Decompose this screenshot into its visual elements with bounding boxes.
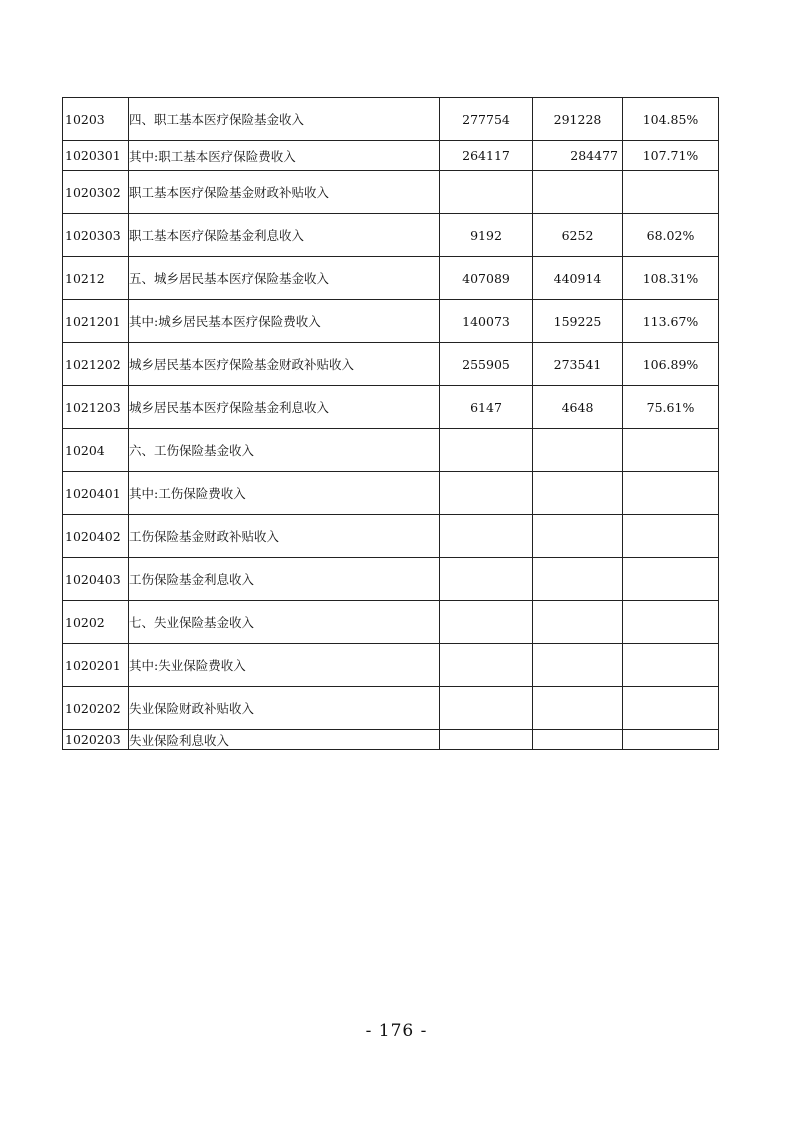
row-percent (623, 429, 719, 472)
row-code: 1021203 (63, 386, 129, 429)
row-code: 1021202 (63, 343, 129, 386)
row-percent (623, 171, 719, 214)
row-name: 职工基本医疗保险基金利息收入 (129, 214, 440, 257)
row-value-2 (533, 687, 623, 730)
page-number: - 176 - (365, 1021, 428, 1041)
row-value-2 (533, 429, 623, 472)
row-code: 10212 (63, 257, 129, 300)
row-value-2 (533, 558, 623, 601)
row-value-1 (440, 515, 533, 558)
row-name: 其中:工伤保险费收入 (129, 472, 440, 515)
row-value-1: 264117 (440, 141, 533, 171)
row-code: 10203 (63, 98, 129, 141)
table-row (63, 300, 719, 343)
row-name: 工伤保险基金利息收入 (129, 558, 440, 601)
row-code: 1020402 (63, 515, 129, 558)
row-value-2 (533, 601, 623, 644)
table-row (63, 558, 719, 601)
row-name: 失业保险财政补贴收入 (129, 687, 440, 730)
row-name: 七、失业保险基金收入 (129, 601, 440, 644)
row-code: 1020301 (63, 141, 129, 171)
row-name: 其中:职工基本医疗保险费收入 (129, 141, 440, 171)
row-value-2 (533, 515, 623, 558)
row-value-1: 255905 (440, 343, 533, 386)
row-name: 其中:城乡居民基本医疗保险费收入 (129, 300, 440, 343)
table-row (63, 386, 719, 429)
row-name: 六、工伤保险基金收入 (129, 429, 440, 472)
row-value-2: 4648 (533, 386, 623, 429)
row-code: 1020303 (63, 214, 129, 257)
table-row (63, 601, 719, 644)
row-code: 1021201 (63, 300, 129, 343)
row-name: 工伤保险基金财政补贴收入 (129, 515, 440, 558)
row-value-2 (533, 472, 623, 515)
row-code: 1020201 (63, 644, 129, 687)
row-percent: 104.85% (623, 98, 719, 141)
row-value-1: 9192 (440, 214, 533, 257)
row-percent (623, 601, 719, 644)
row-name: 职工基本医疗保险基金财政补贴收入 (129, 171, 440, 214)
row-percent (623, 644, 719, 687)
row-percent: 106.89% (623, 343, 719, 386)
row-value-1 (440, 730, 533, 750)
row-name: 失业保险利息收入 (129, 730, 440, 750)
row-value-1: 277754 (440, 98, 533, 141)
row-value-2: 6252 (533, 214, 623, 257)
table-row (63, 141, 719, 171)
row-value-2 (533, 171, 623, 214)
row-name: 四、职工基本医疗保险基金收入 (129, 98, 440, 141)
table-row (63, 98, 719, 141)
row-code: 1020302 (63, 171, 129, 214)
row-code: 10204 (63, 429, 129, 472)
table-row (63, 214, 719, 257)
row-value-1: 140073 (440, 300, 533, 343)
row-value-1 (440, 429, 533, 472)
table-row (63, 687, 719, 730)
row-value-2: 159225 (533, 300, 623, 343)
table-row (63, 644, 719, 687)
row-value-1 (440, 687, 533, 730)
row-percent: 68.02% (623, 214, 719, 257)
row-percent (623, 515, 719, 558)
row-value-2: 291228 (533, 98, 623, 141)
row-value-2: 273541 (533, 343, 623, 386)
row-percent (623, 558, 719, 601)
row-percent (623, 472, 719, 515)
table-row (63, 472, 719, 515)
row-value-2: 440914 (533, 257, 623, 300)
row-name: 城乡居民基本医疗保险基金利息收入 (129, 386, 440, 429)
row-code: 1020403 (63, 558, 129, 601)
row-name: 其中:失业保险费收入 (129, 644, 440, 687)
row-percent (623, 730, 719, 750)
row-percent: 75.61% (623, 386, 719, 429)
row-code: 1020401 (63, 472, 129, 515)
row-value-2 (533, 644, 623, 687)
row-value-1 (440, 558, 533, 601)
row-percent: 113.67% (623, 300, 719, 343)
row-code: 10202 (63, 601, 129, 644)
row-value-1 (440, 472, 533, 515)
row-value-1 (440, 601, 533, 644)
table-row (63, 171, 719, 214)
table-row (63, 429, 719, 472)
table-row (63, 257, 719, 300)
row-value-1: 407089 (440, 257, 533, 300)
table-row (63, 515, 719, 558)
row-value-1 (440, 171, 533, 214)
fund-income-table (62, 97, 719, 750)
row-value-1: 6147 (440, 386, 533, 429)
row-percent: 108.31% (623, 257, 719, 300)
row-code: 1020202 (63, 687, 129, 730)
row-name: 城乡居民基本医疗保险基金财政补贴收入 (129, 343, 440, 386)
row-value-2: 284477 (533, 141, 623, 171)
row-code: 1020203 (63, 730, 129, 750)
table-row (63, 730, 719, 750)
row-percent: 107.71% (623, 141, 719, 171)
row-name: 五、城乡居民基本医疗保险基金收入 (129, 257, 440, 300)
row-percent (623, 687, 719, 730)
row-value-2 (533, 730, 623, 750)
table-row (63, 343, 719, 386)
row-value-1 (440, 644, 533, 687)
